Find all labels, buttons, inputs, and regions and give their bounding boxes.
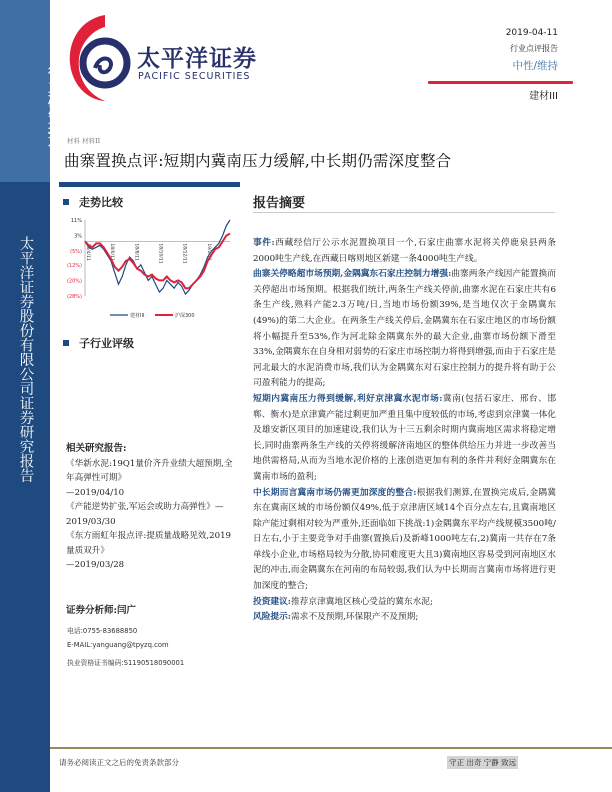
category: 材料 材料II bbox=[67, 137, 101, 145]
paragraph-text: 推荐京津冀地区核心受益的冀东水泥; bbox=[290, 596, 433, 607]
company-motto: 守正 出奇 宁静 致远 bbox=[449, 758, 517, 767]
x-tick-label: 18/12/11 bbox=[181, 243, 187, 264]
paragraph-text: 西藏经信厅公示水泥置换项目一个,石家庄曲寨水泥将关停鹿泉县两条2000吨生产线,在西藏日喀则地区新建一条4000吨生产线。 bbox=[253, 238, 556, 264]
y-tick-label: 3% bbox=[74, 233, 82, 240]
legend-label: 建材III bbox=[130, 313, 145, 319]
x-tick-label: 18/8/11 bbox=[133, 243, 139, 261]
brand-name-cn: 太平洋证券 bbox=[137, 46, 257, 72]
left-section-bar bbox=[59, 182, 240, 187]
sidebar bbox=[0, 0, 64, 792]
sidebar-top bbox=[0, 0, 64, 182]
related-report[interactable] bbox=[66, 500, 233, 529]
related-report-title: 《产能逆势扩张,军运会或助力高弹性》 bbox=[66, 502, 215, 512]
company-label: 太平洋证券股份有限公司证券研究报告 bbox=[17, 236, 34, 483]
summary-paragraph bbox=[253, 595, 556, 611]
paragraph-keyword: 风险提示: bbox=[253, 612, 291, 623]
related-title: 相关研究报告: bbox=[66, 443, 127, 454]
y-tick-label: (20%) bbox=[66, 278, 82, 285]
x-tick-label: 18/10/11 bbox=[157, 243, 163, 264]
related-report[interactable] bbox=[66, 529, 233, 573]
related-report-date: —2019/04/10 bbox=[66, 487, 125, 498]
paragraph-text: 曲寨两条产线因产能置换而关停超出市场预期。根据我们统计,两条生产线关停前,曲寨水泥在石家庄共有6条生产线,熟料产能2.3万吨/日,当地市场份额39%,是当地仅次于金隅冀东(49%)的第二大企业。在两条生产线关停后,金隅冀东在石家庄地区的市场份额将小幅提升至53%,作为河北除金隅冀东外的最大企业,曲寨市场份额下滑至33%,金隅冀东在自身相对弱势的石家庄市场控制力将得到增强,而由于石家庄是河北最大的水泥消费市场,我们认为金隅冀东对石家庄控制力的提升将有助于公司盈利能力的提高; bbox=[253, 269, 557, 389]
summary-paragraph bbox=[253, 267, 556, 392]
analyst-phone: 电话:0755-83688850 bbox=[67, 627, 138, 635]
x-tick-label: 19/2/11 bbox=[205, 243, 211, 261]
report-date: 2019-04-11 bbox=[505, 28, 558, 38]
analyst-name: 证券分析师:闫广 bbox=[66, 605, 137, 616]
trend-title: 走势比较 bbox=[79, 196, 123, 209]
y-tick-label: (5%) bbox=[70, 249, 82, 256]
y-tick-label: (28%) bbox=[66, 294, 82, 300]
header-divider bbox=[428, 81, 573, 84]
analyst-email[interactable]: E-MAIL:yanguang@tpyzq.com bbox=[67, 641, 169, 649]
x-tick-label: 18/6/11 bbox=[109, 243, 115, 261]
related-report[interactable] bbox=[66, 457, 233, 501]
subindustry-heading bbox=[63, 335, 134, 351]
legend-label: 沪深300 bbox=[175, 313, 195, 319]
paragraph-text: 需求不及预期,环保限产不及预期; bbox=[290, 612, 419, 623]
y-tick-label: (12%) bbox=[66, 262, 82, 269]
industry: 建材III bbox=[529, 91, 558, 102]
bullet-icon bbox=[63, 199, 69, 205]
related-report-title: 《华新水泥:19Q1量价齐升业绩大超预期,全年高弹性可期》 bbox=[66, 458, 233, 483]
summary-divider bbox=[253, 212, 555, 213]
summary-paragraph bbox=[253, 236, 556, 267]
rating: 中性/维持 bbox=[512, 60, 558, 72]
bullet-icon bbox=[63, 340, 69, 346]
x-tick-label: 18/4/11 bbox=[85, 243, 90, 261]
paragraph-keyword: 投资建议: bbox=[253, 596, 291, 607]
related-reports bbox=[66, 442, 233, 573]
brand-name-en: PACIFIC SECURITIES bbox=[138, 71, 251, 82]
report-category-label: 行业研究报告 bbox=[46, 64, 64, 154]
paragraph-keyword: 事件: bbox=[253, 238, 275, 248]
trend-heading bbox=[63, 194, 123, 210]
analyst-license: 执业资格证书编码:S1190518090001 bbox=[67, 659, 185, 667]
pacific-logo-icon bbox=[60, 13, 140, 103]
related-report-date: —2019/03/30 bbox=[66, 502, 224, 527]
summary-paragraph bbox=[253, 486, 556, 595]
paragraph-keyword: 曲寨关停略超市场预期,金隅冀东石家庄控制力增强: bbox=[253, 269, 452, 280]
y-tick-label: 11% bbox=[70, 218, 82, 224]
related-report-title: 《东方雨虹年报点评:提质量战略见效,2019量质双升》 bbox=[66, 531, 231, 556]
subindustry-title: 子行业评级 bbox=[79, 337, 134, 350]
summary-paragraph bbox=[253, 610, 556, 626]
footer-divider bbox=[50, 747, 612, 749]
page-title: 曲寨置换点评:短期内冀南压力缓解,中长期仍需深度整合 bbox=[64, 152, 452, 170]
summary-heading: 报告摘要 bbox=[253, 196, 306, 211]
summary-paragraph bbox=[253, 392, 556, 486]
related-report-date: —2019/03/28 bbox=[66, 560, 125, 570]
report-type: 行业点评报告 bbox=[510, 44, 558, 53]
paragraph-text: 根据我们测算,在置换完成后,金隅冀东在冀南区域的市场份额仅49%,低于京津唐区域14个百分点左右,且冀南地区除产能过剩相对较为严重外,还面临如下挑战:1)金隅冀东平均产线规模3500吨/日左右,小于主要竞争对手曲寨(置换后)及新峰1000吨左右,2)冀南一共存在7条单线小企业,市场格局较为分散,协同难度更大且3)冀南地区容易受到河南地区水泥的冲击,而金隅冀东在河南的布局较弱,我们认为中长期而言冀南市场将进行更加深度的整合; bbox=[253, 487, 556, 592]
paragraph-keyword: 中长期而言冀南市场仍需更加深度的整合: bbox=[253, 487, 417, 498]
disclaimer-note: 请务必阅读正文之后的免责条款部分 bbox=[59, 758, 179, 767]
paragraph-keyword: 短期内冀南压力得到缓解,利好京津冀水泥市场: bbox=[253, 393, 443, 404]
summary-body bbox=[253, 236, 556, 626]
trend-chart bbox=[60, 212, 240, 324]
paragraph-text: 冀南(包括石家庄、邢台、邯郸、衡水)是京津冀产能过剩更加严重且集中度较低的市场,考虑到京津冀一体化及雄安新区项目的加速建设,我们认为十三五剩余时期内冀南地区需求将稳定增长,同时曲寨两条生产线的关停将缓解济南地区的整体供给压力并进一步改善当地供需格局,从而为当地水泥价格的上涨创造更加有利的条件并利好金隅冀东在冀南市场的盈利; bbox=[253, 393, 557, 482]
